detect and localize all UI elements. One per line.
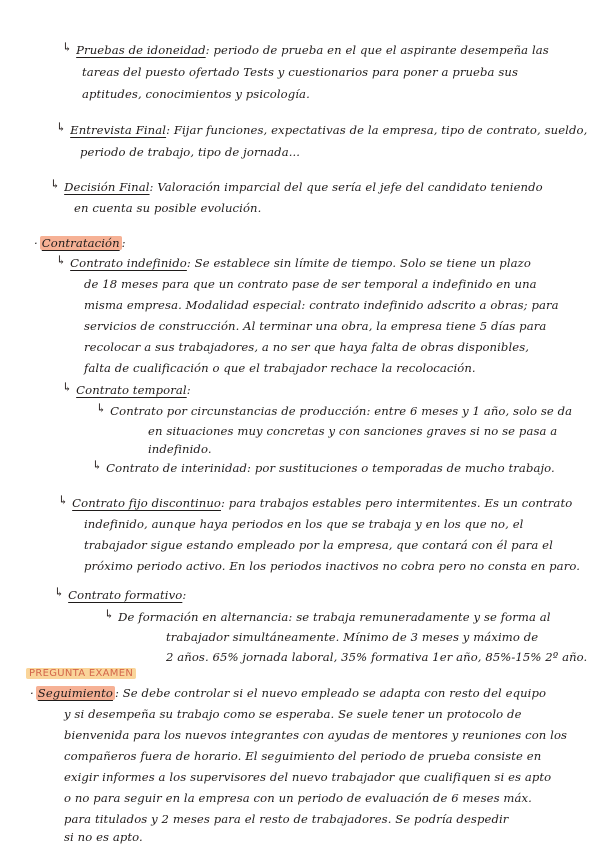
decision-line-1: ↳ Decisión Final: Valoración imparcial del que sería el jefe del candidato teniendo [50, 177, 543, 194]
entrevista-line-2: periodo de trabajo, tipo de jornada... [80, 145, 301, 159]
seguimiento-line-5: exigir informes a los supervisores del nuevo trabajador que cualifiquen si es apto [64, 770, 552, 784]
arrow-icon: ↳ [96, 401, 107, 415]
formativo-heading: ↳ Contrato formativo: [54, 585, 187, 602]
arrow-icon: ↳ [54, 585, 65, 599]
arrow-icon: ↳ [56, 120, 67, 134]
seguimiento-line-3: bienvenida para los nuevos integrantes con ayudas de mentores y reuniones con los [64, 728, 568, 742]
formativo-sub1-line-3: 2 años. 65% jornada laboral, 35% formativa 1er año, 85%-15% 2º año. [166, 650, 588, 664]
seguimiento-line-1: · Seguimiento : Se debe controlar si el nuevo empleado se adapta con resto del equipo [30, 686, 547, 700]
fijo-term: Contrato fijo discontinuo [72, 496, 221, 510]
arrow-icon: ↳ [62, 40, 73, 54]
indefinido-line-2: de 18 meses para que un contrato pase de ser temporal a indefinido en una [84, 277, 537, 291]
seguimiento-line-7: para titulados y 2 meses para el resto de trabajadores. Se podría despedir [64, 812, 509, 826]
fijo-line-1: ↳ Contrato fijo discontinuo: para trabajos estables pero intermitentes. Es un contrato [58, 493, 573, 510]
indefinido-line-3: misma empresa. Modalidad especial: contrato indefinido adscrito a obras; para [84, 298, 559, 312]
pruebas-line-3: aptitudes, conocimientos y psicología. [82, 87, 310, 101]
arrow-icon: ↳ [92, 458, 103, 472]
temporal-sub1-line-2: en situaciones muy concretas y con sanciones graves si no se pasa a [148, 424, 558, 438]
temporal-heading: ↳ Contrato temporal: [62, 380, 191, 397]
pruebas-line-1: ↳ Pruebas de idoneidad: periodo de prueba en el que el aspirante desempeña las [62, 40, 549, 57]
indefinido-line-5: recolocar a sus trabajadores, a no ser que haya falta de obras disponibles, [84, 340, 530, 354]
formativo-sub1-line-2: trabajador simultáneamente. Mínimo de 3 meses y máximo de [166, 630, 539, 644]
seguimiento-line-4: compañeros fuera de horario. El seguimiento del periodo de prueba consiste en [64, 749, 542, 763]
indefinido-term: Contrato indefinido [70, 256, 187, 270]
seguimiento-line-2: y si desempeña su trabajo como se esperaba. Se suele tener un protocolo de [64, 707, 522, 721]
temporal-term: Contrato temporal [76, 383, 187, 397]
formativo-sub1-line-1: ↳ De formación en alternancia: se trabaja remuneradamente y se forma al [104, 607, 551, 624]
indefinido-line-6: falta de cualificación o que el trabajador rechace la recolocación. [84, 361, 476, 375]
pruebas-line-2: tareas del puesto ofertado Tests y cuestionarios para poner a prueba sus [82, 65, 518, 79]
arrow-icon: ↳ [56, 253, 67, 267]
fijo-line-2: indefinido, aunque haya periodos en los que se trabaja y en los que no, el [84, 517, 524, 531]
seguimiento-line-8: si no es apto. [64, 830, 143, 844]
contratacion-title: Contratación [41, 236, 120, 250]
temporal-sub2-line-1: ↳ Contrato de interinidad: por sustituciones o temporadas de mucho trabajo. [92, 458, 555, 475]
formativo-term: Contrato formativo [68, 588, 183, 602]
arrow-icon: ↳ [58, 493, 69, 507]
seguimiento-line-6: o no para seguir en la empresa con un periodo de evaluación de 6 meses máx. [64, 791, 532, 805]
entrevista-line-1: ↳ Entrevista Final: Fijar funciones, expectativas de la empresa, tipo de contrato, sueldo, [56, 120, 588, 137]
arrow-icon: ↳ [50, 177, 61, 191]
decision-term: Decisión Final [64, 180, 150, 194]
pruebas-term: Pruebas de idoneidad [76, 43, 206, 57]
arrow-icon: ↳ [104, 607, 115, 621]
arrow-icon: ↳ [62, 380, 73, 394]
indefinido-line-1: ↳ Contrato indefinido: Se establece sin límite de tiempo. Solo se tiene un plazo [56, 253, 531, 270]
decision-line-2: en cuenta su posible evolución. [74, 201, 262, 215]
entrevista-term: Entrevista Final [70, 123, 167, 137]
temporal-sub1-line-1: ↳ Contrato por circunstancias de producción: entre 6 meses y 1 año, solo se da [96, 401, 573, 418]
contratacion-heading: · Contratación : [34, 236, 126, 250]
seguimiento-term: Seguimiento [37, 686, 113, 700]
temporal-sub1-line-3: indefinido. [148, 442, 212, 456]
exam-question-tag: PREGUNTA EXAMEN [26, 663, 136, 683]
indefinido-line-4: servicios de construcción. Al terminar una obra, la empresa tiene 5 días para [84, 319, 547, 333]
fijo-line-4: próximo periodo activo. En los periodos inactivos no cobra pero no consta en paro. [84, 559, 581, 573]
fijo-line-3: trabajador sigue estando empleado por la empresa, que contará con él para el [84, 538, 553, 552]
